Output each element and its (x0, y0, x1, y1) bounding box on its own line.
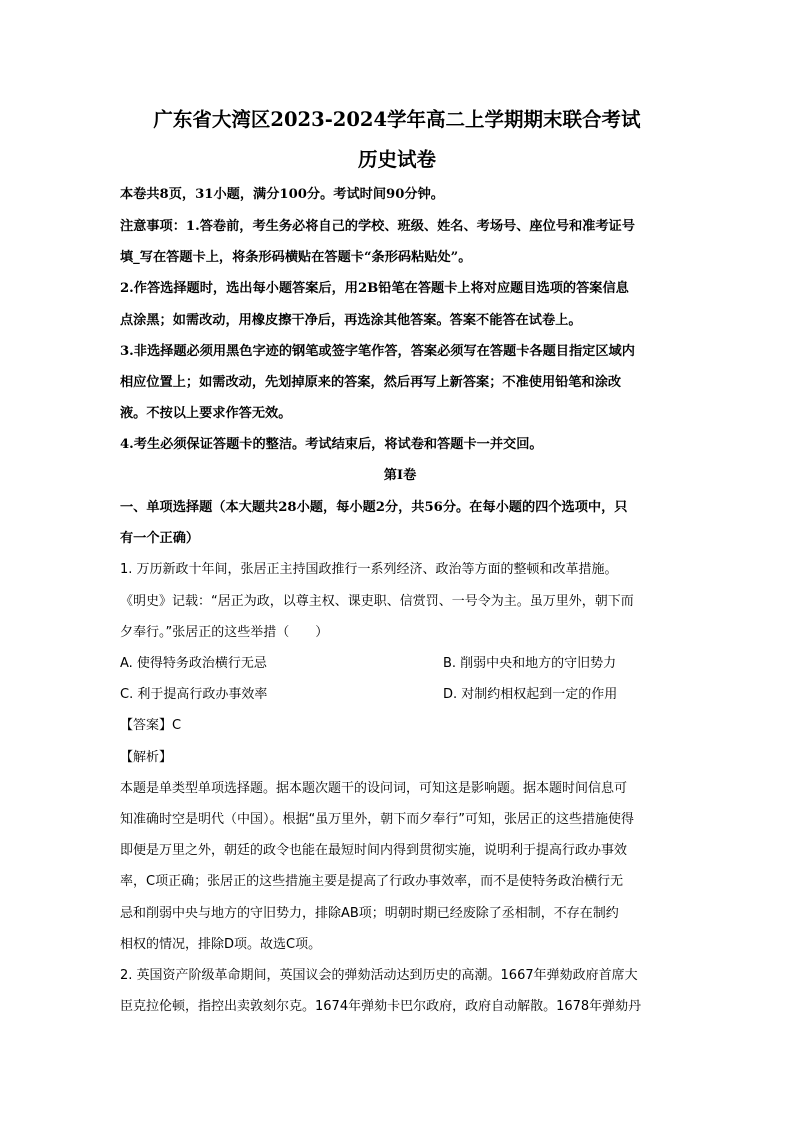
q1-option-c: C. 利于提高行政办事效率 (120, 687, 268, 702)
q1-stem-line-1: 1. 万历新政十年间，张居正主持国政推行一系列经济、政治等方面的整顿和改革措施。 (120, 562, 618, 577)
q2-stem-line-2: 臣克拉伦顿，指控出卖敦刻尔克。1674年弹劾卡巴尔政府，政府自动解散。1678年弹劾丹 (120, 999, 642, 1014)
exam-subtitle: 历史试卷 (357, 148, 436, 171)
notice-3-line-1: 3.非选择题必须用黑色字迹的钢笔或签字笔作答，答案必须写在答题卡各题目指定区域内 (120, 344, 635, 359)
notice-1-line-2: 填_写在答题卡上，将条形码横贴在答题卡“条形码粘贴处”。 (120, 250, 472, 265)
exam-title: 广东省大湾区2023-2024学年高二上学期期末联合考试 (153, 108, 641, 131)
q1-answer: 【答案】C (120, 718, 182, 733)
exam-summary: 本卷共8页，31小题，满分100分。考试时间90分钟。 (120, 187, 444, 202)
q1-analysis-label: 【解析】 (120, 750, 173, 765)
notice-3-line-2: 相应位置上；如需改动，先划掉原来的答案，然后再写上新答案；不准使用铅笔和涂改 (120, 375, 622, 390)
q1-analysis-line-5: 忌和削弱中央与地方的守旧势力，排除AB项；明朝时期已经废除了丞相制，不存在制约 (120, 906, 619, 921)
q1-option-d: D. 对制约相权起到一定的作用 (443, 687, 618, 702)
q1-option-a: A. 使得特务政治横行无忌 (120, 656, 267, 671)
volume-label: 第Ⅰ卷 (383, 468, 417, 483)
q1-stem-line-2: 《明史》记载：“居正为政，以尊主权、课吏职、信赏罚、一号令为主。虽万里外，朝下而 (120, 594, 634, 609)
q1-option-b: B. 削弱中央和地方的守旧势力 (443, 656, 617, 671)
q1-analysis-line-1: 本题是单类型单项选择题。据本题次题干的设问词，可知这是影响题。据本题时间信息可 (120, 781, 628, 796)
notice-2-line-2: 点涂黑；如需改动，用橡皮擦干净后，再选涂其他答案。答案不能答在试卷上。 (120, 313, 582, 328)
section-heading-line-2: 有一个正确） (120, 531, 200, 546)
notice-1-line-1: 注意事项：1.答卷前，考生务必将自己的学校、班级、姓名、考场号、座位号和准考证号 (120, 219, 635, 234)
q2-stem-line-1: 2. 英国资产阶级革命期间，英国议会的弹劾活动达到历史的高潮。1667年弹劾政府首席大 (120, 968, 638, 983)
notice-3-line-3: 液。不按以上要求作答无效。 (120, 406, 292, 421)
section-heading-line-1: 一、单项选择题（本大题共28小题，每小题2分，共56分。在每小题的四个选项中，只 (120, 500, 628, 515)
q1-analysis-line-6: 相权的情况，排除D项。故选C项。 (120, 937, 322, 952)
q1-stem-line-3: 夕奉行。”张居正的这些举措（ ） (120, 625, 329, 640)
notice-4: 4.考生必须保证答题卡的整洁。考试结束后，将试卷和答题卡一并交回。 (120, 437, 543, 452)
q1-analysis-line-3: 即便是万里之外，朝廷的政令也能在最短时间内得到贯彻实施，说明利于提高行政办事效 (120, 843, 628, 858)
q1-analysis-line-2: 知准确时空是明代（中国）。根据“虽万里外，朝下而夕奉行”可知，张居正的这些措施使得 (120, 812, 634, 827)
notice-2-line-1: 2.作答选择题时，选出每小题答案后，用2B铅笔在答题卡上将对应题目选项的答案信息 (120, 281, 629, 296)
q1-analysis-line-4: 率，C项正确；张居正的这些措施主要是提高了行政办事效率，而不是使特务政治横行无 (120, 874, 624, 889)
